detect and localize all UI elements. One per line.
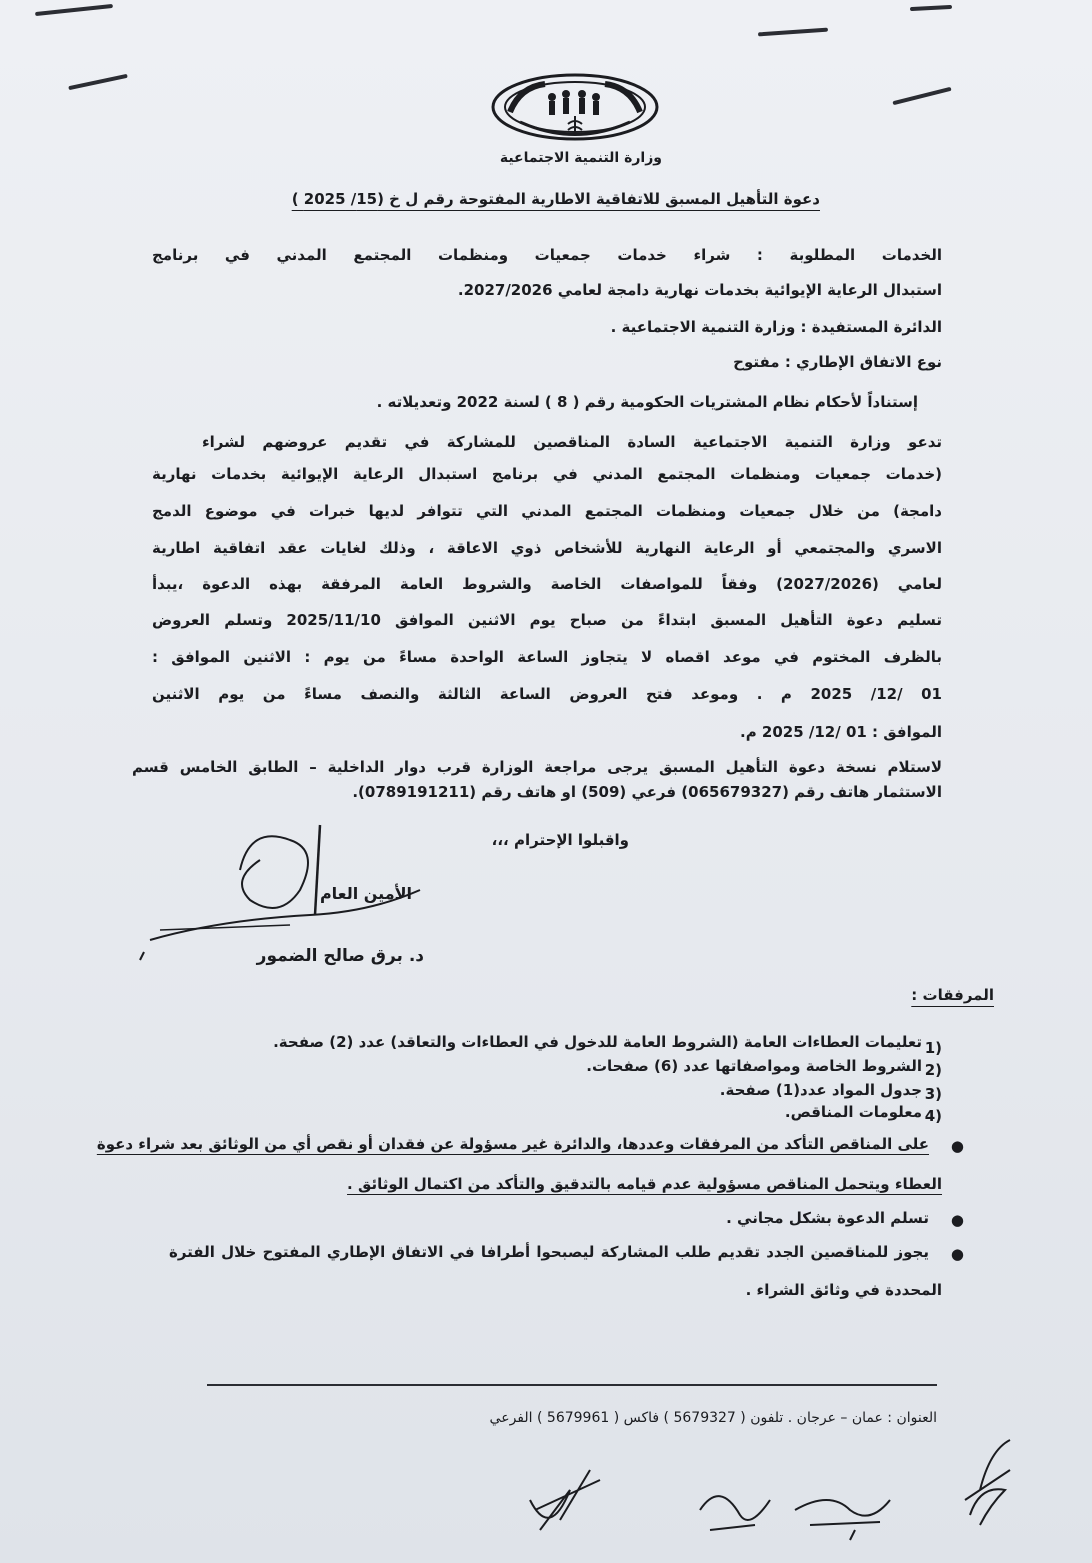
- contact-line-1: لاستلام نسخة دعوة التأهيل المسبق يرجى مراجعة الوزارة قرب دوار الداخلية – الطابق الخامس قسم: [132, 758, 942, 776]
- services-line-2: استبدال الرعاية الإيوائية بخدمات نهارية دامجة لعامي 2027/2026.: [457, 281, 942, 299]
- ministry-name: وزارة التنمية الاجتماعية: [499, 150, 662, 166]
- footer-rule: [207, 1384, 937, 1386]
- scan-mark: [758, 28, 828, 37]
- body-line: بالظرف المختوم في موعد اقصاه لا يتجاوز الساعة الواحدة مساءً من يوم : الاثنين الموافق :: [152, 648, 942, 666]
- document-title: دعوة التأهيل المسبق للاتفاقية الاطارية المفتوحة رقم ل خ (15/ 2025 ): [291, 190, 820, 208]
- body-line: 01 /12/ 2025 م . وموعد فتح العروض الساعة الثالثة والنصف مساءً من يوم الاثنين: [152, 685, 942, 703]
- attachment-item: جدول المواد عدد(1) صفحة.: [719, 1081, 922, 1099]
- scan-mark: [68, 74, 128, 90]
- note-line: العطاء ويتحمل المناقص مسؤولية عدم قيامه بالتدقيق والتأكد من اكتمال الوثائق .: [347, 1175, 942, 1193]
- body-line: الاسري والمجتمعي أو الرعاية النهارية للأشخاص ذوي الاعاقة ، وذلك لغايات عقد اتفاقية اطارية: [152, 539, 942, 557]
- body-line: الموافق : 01 /12/ 2025 م.: [740, 723, 942, 741]
- body-line: لعامي (2027/2026) وفقاً للمواصفات الخاصة والشروط العامة المرفقة بهذه الدعوة ،يبدأ: [152, 575, 943, 593]
- attachment-number: 3): [924, 1085, 942, 1103]
- scan-mark: [910, 5, 952, 11]
- beneficiary-department: الدائرة المستفيدة : وزارة التنمية الاجتماعية .: [610, 318, 942, 336]
- scan-mark: [35, 4, 113, 16]
- bullet-icon: ●: [950, 1245, 964, 1263]
- attachment-number: 1): [924, 1039, 942, 1057]
- note-line: على المناقص التأكد من المرفقات وعددها، والدائرة غير مسؤولة عن فقدان أو نقص أي من الوثائق بعد شراء دعوة: [96, 1135, 929, 1153]
- handwritten-signature: [140, 820, 440, 970]
- body-line: دامجة) من خلال جمعيات ومنظمات المجتمع المدني التي تتوافر لديها خبرات في موضوع الدمج: [152, 502, 942, 520]
- bullet-icon: ●: [950, 1211, 964, 1229]
- initials-signatures: [510, 1430, 1030, 1550]
- attachment-item: الشروط الخاصة ومواصفاتها عدد (6) صفحات.: [586, 1057, 922, 1075]
- agreement-type: نوع الاتفاق الإطاري : مفتوح: [733, 353, 942, 371]
- note-line: تسلم الدعوة بشكل مجاني .: [726, 1209, 929, 1227]
- attachment-item: تعليمات العطاءات العامة (الشروط العامة للدخول في العطاءات والتعاقد) عدد (2) صفحة.: [273, 1033, 922, 1051]
- attachment-item: معلومات المناقص.: [784, 1103, 922, 1121]
- ministry-emblem-icon: [490, 72, 660, 142]
- closing-text: واقبلوا الإحترام ،،،: [491, 831, 629, 849]
- attachment-number: 4): [924, 1107, 942, 1125]
- note-line: يجوز للمناقصين الجدد تقديم طلب المشاركة ليصبحوا أطرافا في الاتفاق الإطاري المفتوح خلال الفترة: [169, 1243, 929, 1261]
- body-line: تدعو وزارة التنمية الاجتماعية السادة المناقصين للمشاركة في تقديم عروضهم لشراء: [202, 433, 942, 451]
- body-line: تسليم دعوة التأهيل المسبق ابتداءً من صباح يوم الاثنين الموافق 2025/11/10 وتسلم العروض: [152, 611, 942, 629]
- contact-line-2: الاستثمار هاتف رقم (065679327) فرعي (509) او هاتف رقم (0789191211).: [352, 783, 942, 801]
- footer-address: العنوان : عمان – عرجان . تلفون ( 5679327 ) فاكس ( 5679961 ) الفرعي: [489, 1410, 937, 1426]
- body-line: (خدمات جمعيات ومنظمات المجتمع المدني في برنامج استبدال الرعاية الإيوائية بخدمات نهارية: [152, 465, 942, 483]
- note-line: المحددة في وثائق الشراء .: [745, 1281, 942, 1299]
- attachments-heading: المرفقات :: [911, 986, 994, 1004]
- signatory-name: د. برق صالح الضمور: [256, 946, 424, 966]
- signatory-title: الأمين العام: [319, 884, 412, 903]
- scan-mark: [892, 87, 951, 105]
- services-line-1: الخدمات المطلوبة : شراء خدمات جمعيات ومنظمات المجتمع المدني في برنامج: [152, 246, 942, 264]
- bullet-icon: ●: [950, 1137, 964, 1155]
- attachment-number: 2): [924, 1061, 942, 1079]
- legal-basis: إستناداً لأحكام نظام المشتريات الحكومية رقم ( 8 ) لسنة 2022 وتعديلاته .: [376, 393, 918, 411]
